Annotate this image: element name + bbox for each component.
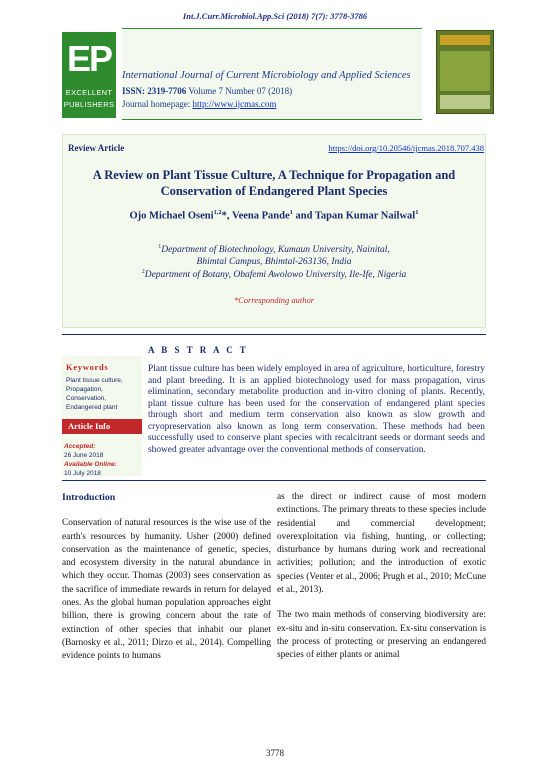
affiliation-1-line-1: Department of Biotechnology, Kumaun University, Nainital, xyxy=(161,245,390,256)
affiliation-1 xyxy=(62,244,486,255)
journal-issn xyxy=(122,86,292,96)
corresponding-author: *Corresponding author xyxy=(233,295,315,305)
issn-text: ISSN: 2319-7706 xyxy=(122,86,187,96)
abstract-bottom-rule xyxy=(62,480,486,481)
volume-text: Volume 7 Number 07 (2018) xyxy=(186,86,293,96)
available-online-date: 10 July 2018 xyxy=(64,470,101,477)
body-column-right xyxy=(277,491,486,675)
homepage-link[interactable]: http://www.ijcmas.com xyxy=(192,99,277,109)
abstract-text: Plant tissue culture has been widely employed in area of agriculture, horticulture, forestry and plant breeding. It is an applied biotechnology used for mass propagation, virus elimination, secondary metabolite production and in-vitro cloning of plants. Recently, plant tissue culture has been used for the conservation of endangered plant species through short and medium term conservation also known as slow growth and cryopreservation also known as long term conservation. These methods had been successfully used to conserve plant species with recalcitrant seeds or dormant seeds and showed greater advantage over the conventional methods of conservation. xyxy=(148,364,485,455)
available-online-label: Available Online: xyxy=(64,461,117,468)
logo-mark: EP xyxy=(66,38,112,79)
author-3: and Tapan Kumar Nailwal xyxy=(292,210,416,222)
affiliation-2 xyxy=(62,269,486,280)
affiliation-2-text: Department of Botany, Obafemi Awolowo University, Ile-Ife, Nigeria xyxy=(144,270,407,281)
keyword: Plant tissue culture, xyxy=(66,377,123,384)
affiliation-2-number: 2 xyxy=(141,269,145,275)
body-paragraph: The two main methods of conserving biodiversity are: ex-situ and in-situ conservation. Ex-situ conservation is the process of protecting or preserving an endangered species of either plants or animal xyxy=(277,610,486,661)
logo-line-1: EXCELLENT xyxy=(65,88,113,97)
abstract-top-rule xyxy=(62,334,486,335)
accepted-date: 26 June 2018 xyxy=(64,452,104,459)
cover-band-bottom xyxy=(440,95,490,109)
cover-band-middle xyxy=(440,51,490,91)
author-list xyxy=(62,209,486,222)
author-3-affil: 1 xyxy=(415,209,419,216)
title-line-1: A Review on Plant Tissue Culture, A Technique for Propagation and xyxy=(92,168,456,182)
author-1: Ojo Michael Oseni xyxy=(129,210,214,222)
keywords-heading: Keywords xyxy=(66,362,109,372)
publisher-logo xyxy=(62,32,116,118)
journal-cover-image xyxy=(436,30,494,114)
article-info-heading: Article Info xyxy=(68,421,111,431)
journal-masthead xyxy=(62,24,492,128)
cover-band-top xyxy=(440,35,490,45)
body-paragraph: as the direct or indirect cause of most modern extinctions. The primary threats to these species include residential and commercial development; overexploitation via fishing, hunting, or collecting; disturbance by humans during work and recreational activities; pollution; and the introduction of exotic species (Venter et al., 2006; Prugh et al., 2010; McCune et al., 2013). xyxy=(277,492,486,596)
journal-homepage xyxy=(122,99,276,109)
affiliation-1-line-2: Bhimtal Campus, Bhimtal-263136, India xyxy=(196,257,352,267)
journal-title: International Journal of Current Microbiology and Applied Sciences xyxy=(122,70,411,81)
article-type: Review Article xyxy=(68,143,125,153)
paper-title xyxy=(62,167,486,199)
accepted-label: Accepted: xyxy=(64,443,96,450)
doi-link[interactable]: https://doi.org/10.20546/ijcmas.2018.707.438 xyxy=(328,143,484,153)
body-column-left xyxy=(62,491,271,677)
author-2: , Veena Pande xyxy=(226,210,290,222)
body-paragraph: Conservation of natural resources is the wise use of the earth's resources by humanity. Usher (2000) defined conservation as the maintenance of genetic, species, and ecosystem diversity in the natural abundance in which they occur. Thomas (2003) sees conservation as the sacrifice of immediate rewards in return for delayed ones. As the global human population approaches eight billion, there is growing concern about the rate of extinction of other species that inhabit our planet (Barnosky et al., 2011; Dirzo et al., 2014). Compelling evidence points to humans xyxy=(62,518,271,662)
author-1-mark: * xyxy=(221,210,227,222)
affiliation-1-number: 1 xyxy=(158,244,162,250)
logo-line-2: PUBLISHERS xyxy=(63,100,115,109)
page-number: 3778 xyxy=(266,748,284,758)
introduction-heading: Introduction xyxy=(62,492,116,503)
title-line-2: Conservation of Endangered Plant Species xyxy=(160,184,388,198)
abstract-heading: A B S T R A C T xyxy=(148,345,249,355)
author-1-affil: 1,2 xyxy=(213,209,222,216)
keyword: Conservation, xyxy=(66,395,107,402)
homepage-label: Journal homepage: xyxy=(122,99,193,109)
keyword: Endangered plant xyxy=(66,404,118,411)
author-2-affil: 1 xyxy=(289,209,293,216)
keyword: Propagation, xyxy=(66,386,103,393)
running-head: Int.J.Curr.Microbiol.App.Sci (2018) 7(7): 3778-3786 xyxy=(182,11,368,21)
